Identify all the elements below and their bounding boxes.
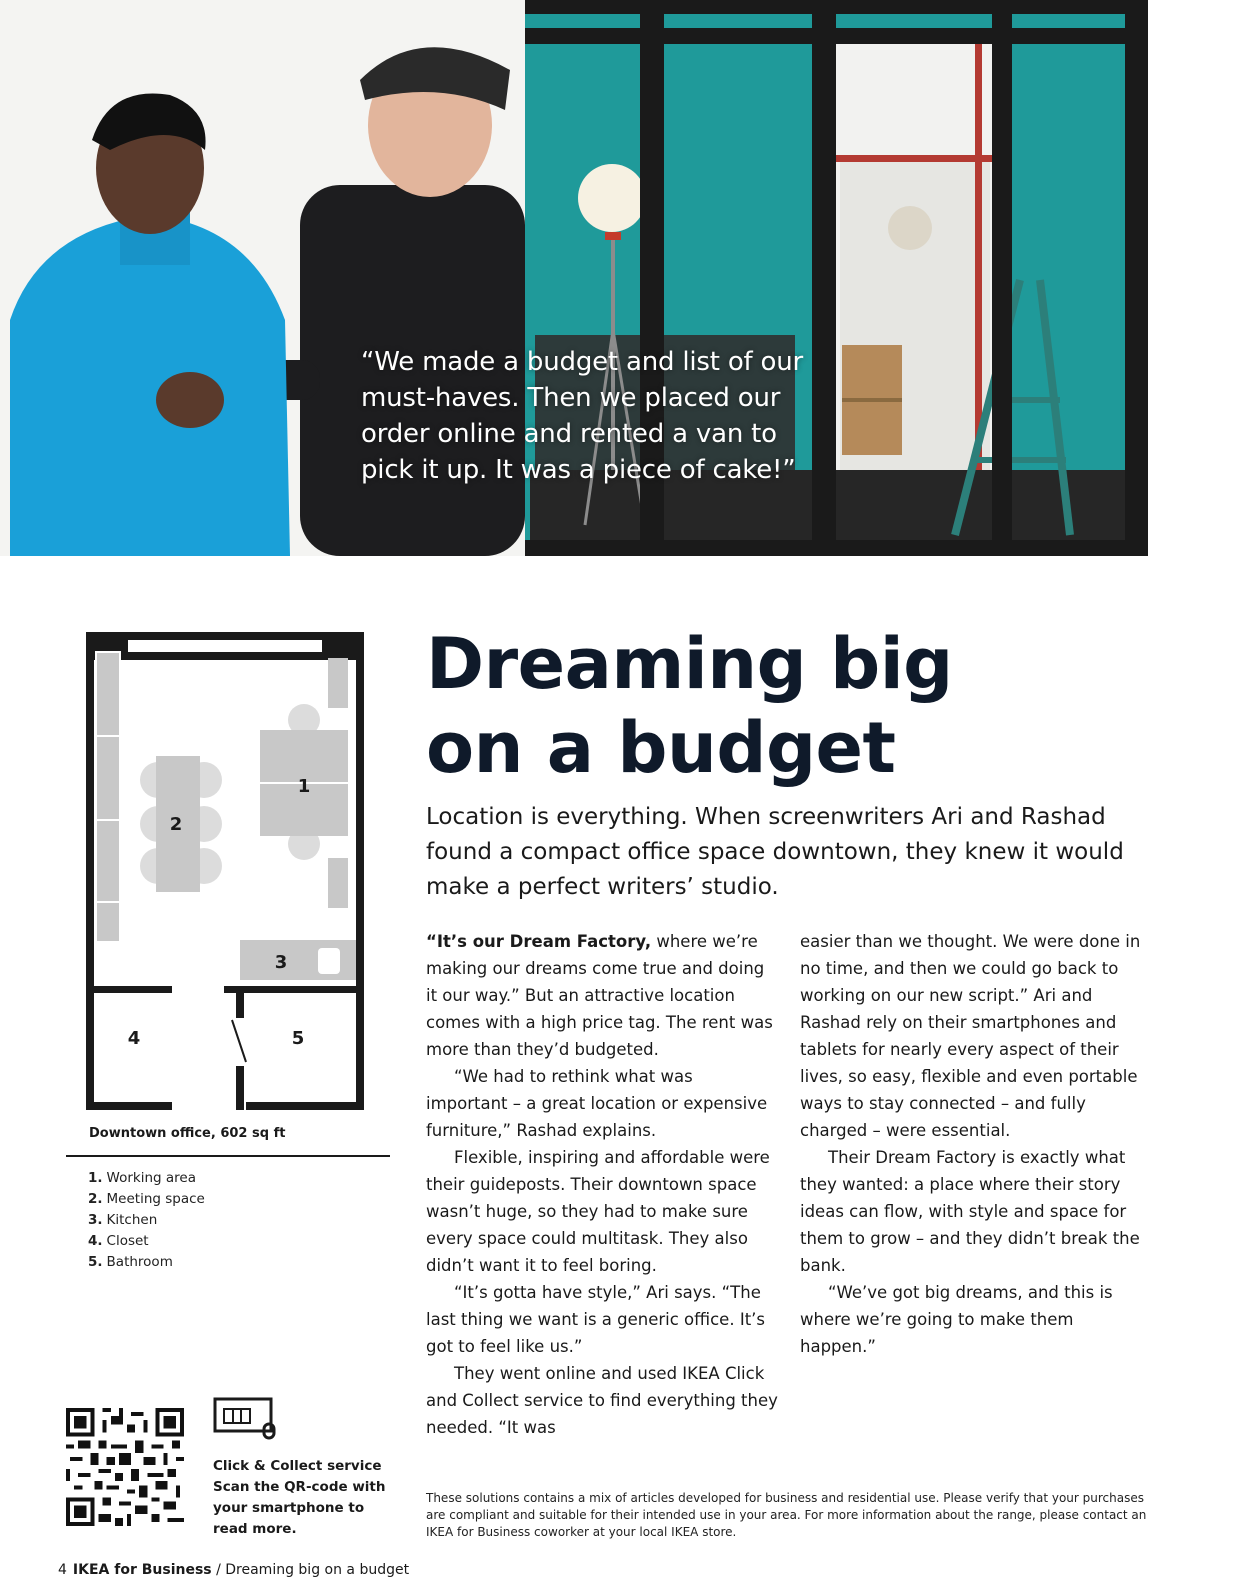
article-paragraph: “It’s our Dream Factory, where we’re making our dreams come true and doing it our way.” But an attractive location comes with a high price tag. The rent was more than they’d budgeted.: [426, 932, 773, 1059]
footer-separator: /: [211, 1562, 226, 1578]
article-paragraph: “It’s gotta have style,” Ari says. “The last thing we want is a generic office. It’s got to feel like us.”: [426, 1283, 765, 1356]
lead-quote: “It’s our Dream Factory,: [426, 932, 652, 951]
room-label-1: 1: [297, 776, 311, 797]
legend-item: 2. Meeting space: [88, 1191, 205, 1207]
wall: [86, 632, 94, 1110]
window-wall: [128, 652, 322, 660]
room-label-4: 4: [127, 1028, 141, 1049]
floor-plan: [86, 632, 364, 1110]
room-label-2: 2: [169, 814, 183, 835]
room-label-3: 3: [274, 952, 288, 973]
van-icon: [212, 1396, 280, 1442]
article-paragraph: Their Dream Factory is exactly what they wanted: a place where their story ideas can flow, with style and space for them to grow – and they didn’t break the bank.: [800, 1148, 1140, 1275]
divider: [66, 1155, 390, 1157]
article-paragraph: “We’ve got big dreams, and this is where we’re going to make them happen.”: [800, 1283, 1113, 1356]
legend-item: 3. Kitchen: [88, 1212, 158, 1228]
floor-plan-caption: Downtown office, 602 sq ft: [89, 1126, 286, 1141]
click-collect-text: [213, 1456, 393, 1540]
article-paragraph: They went online and used IKEA Click and Collect service to find everything they needed. “It was: [426, 1364, 778, 1437]
article-column-left: [426, 928, 778, 1441]
page-footer: [58, 1562, 409, 1578]
legend-item: 1. Working area: [88, 1170, 196, 1186]
wall: [356, 632, 364, 1110]
page-title: [426, 622, 1146, 790]
headline-line-1: Dreaming big: [426, 623, 953, 705]
article-paragraph: Flexible, inspiring and affordable were their guideposts. Their downtown space wasn’t huge, so they had to make sure every space could multitask. They also didn’t want it to feel boring.: [426, 1148, 770, 1275]
sofa: [96, 652, 120, 942]
qr-code[interactable]: [66, 1408, 184, 1526]
footer-brand: IKEA for Business: [72, 1562, 212, 1578]
article-paragraph: easier than we thought. We were done in no time, and then we could go back to working on our new script.” Ari and Rashad rely on their smartphones and tablets for nearly every aspect of their lives, so easy, flexible and even portable ways to stay connected – and fully charged – were essential.: [800, 932, 1141, 1140]
disclaimer: These solutions contains a mix of articles developed for business and residential use. Please verify that your purchases are compliant and suitable for their intended use in your area. For more information about the range, please contact an IKEA for Business coworker at your local IKEA store.: [426, 1491, 1147, 1539]
floor-plan-legend: [88, 1168, 205, 1273]
headline-line-2: on a budget: [426, 707, 896, 789]
footer-section: Dreaming big on a budget: [225, 1562, 410, 1578]
room-label-5: 5: [291, 1028, 305, 1049]
click-collect-title: Click & Collect service: [213, 1458, 382, 1474]
page-number: 4: [58, 1562, 67, 1578]
intro-paragraph: Location is everything. When screenwriters Ari and Rashad found a compact office space downtown, they knew it would make a perfect writers’ studio.: [426, 804, 1124, 900]
hero-photo: [0, 0, 1148, 556]
article-paragraph: “We had to rethink what was important – a great location or expensive furniture,” Rashad explains.: [426, 1067, 768, 1140]
article-column-right: [800, 928, 1152, 1360]
hero-quote: “We made a budget and list of our must-haves. Then we placed our order online and rented a van to pick it up. It was a piece of cake!”: [361, 347, 804, 485]
legend-item: 4. Closet: [88, 1233, 149, 1249]
legend-item: 5. Bathroom: [88, 1254, 173, 1270]
click-collect-instructions: Scan the QR-code with your smartphone to read more.: [213, 1479, 386, 1537]
